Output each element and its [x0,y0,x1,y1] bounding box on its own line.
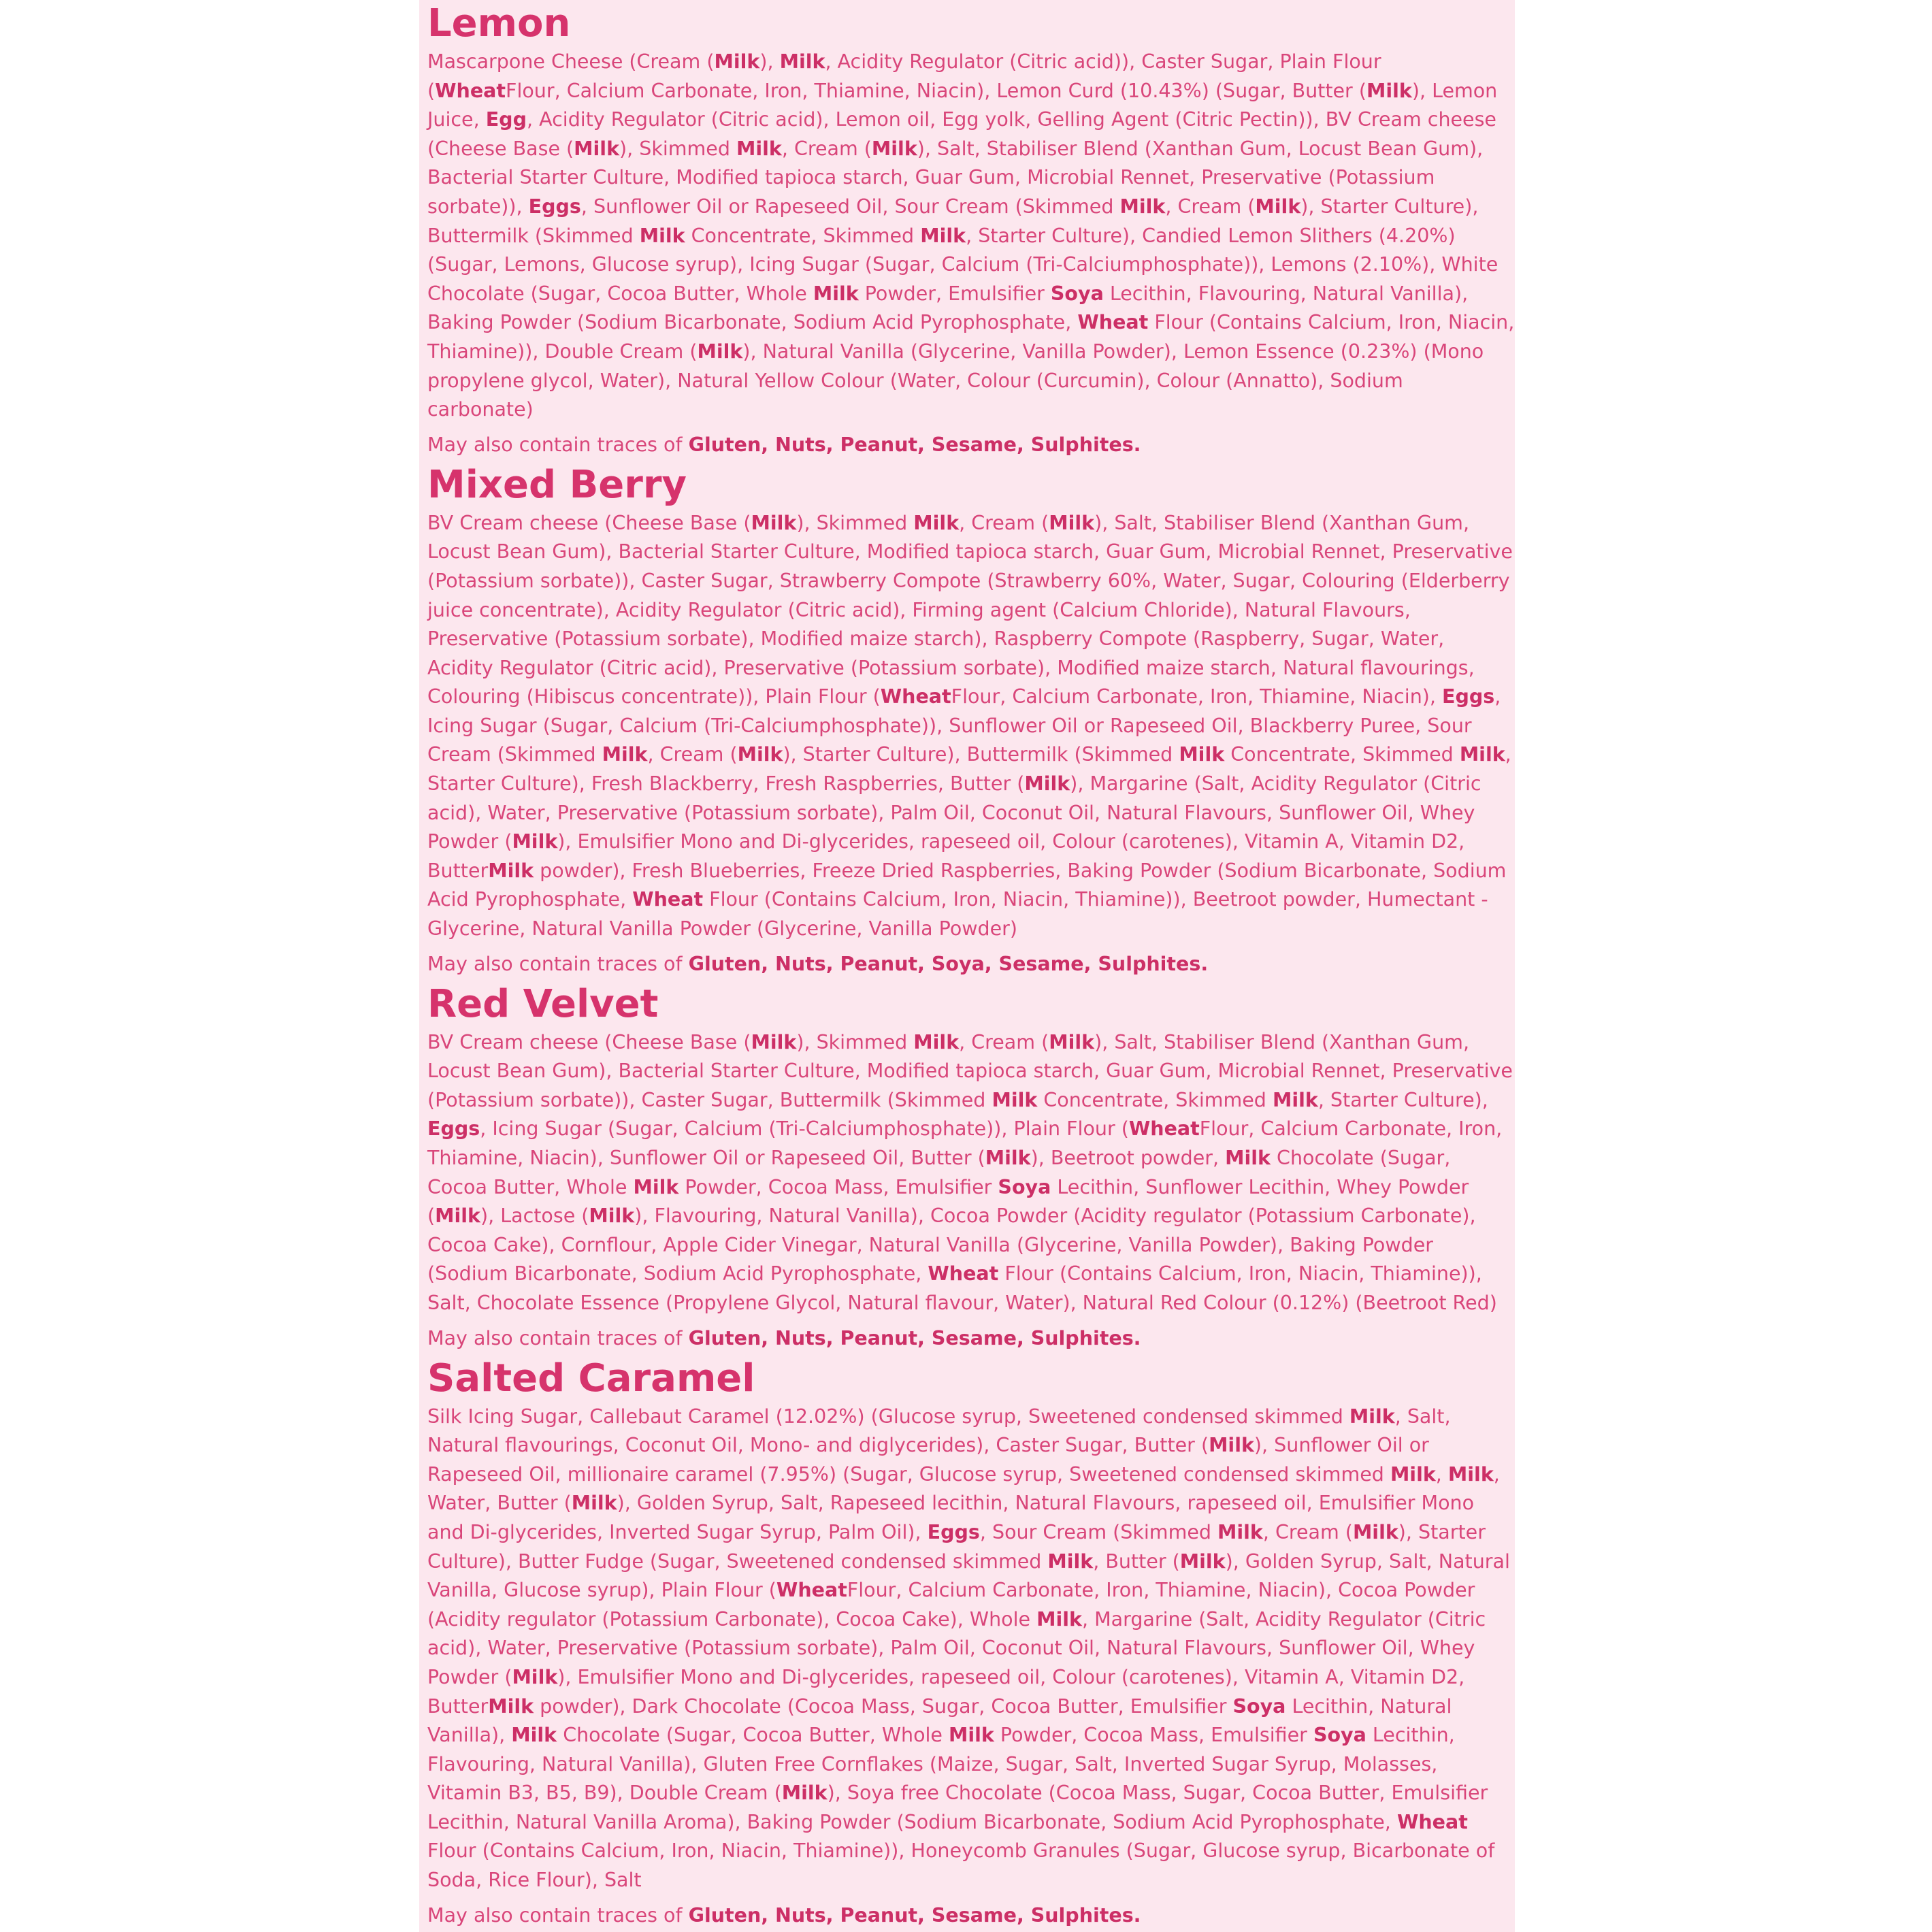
ingredients-list: Silk Icing Sugar, Callebaut Caramel (12.02%) (Glucose syrup, Sweetened condensed skimmed Milk, Salt, Natural flavourings, Coconut Oil, Mono- and diglycerides), Caster Sugar, Butter (Milk), Sunflower Oil or Rapeseed Oil, millionaire caramel (7.95%) (Sugar, Glucose syrup, Sweetened condensed skimmed Milk, Milk, Water, Butter (Milk), Golden Syrup, Salt, Rapeseed lecithin, Natural Flavours, rapeseed oil, Emulsifier Mono and Di-glycerides, Inverted Sugar Syrup, Palm Oil), Eggs, Sour Cream (Skimmed Milk, Cream (Milk), Starter Culture), Butter Fudge (Sugar, Sweetened condensed skimmed Milk, Butter (Milk), Golden Syrup, Salt, Natural Vanilla, Glucose syrup), Plain Flour (WheatFlour, Calcium Carbonate, Iron, Thiamine, Niacin), Cocoa Powder (Acidity regulator (Potassium Carbonate), Cocoa Cake), Whole Milk, Margarine (Salt, Acidity Regulator (Citric acid), Water, Preservative (Potassium sorbate), Palm Oil, Coconut Oil, Natural Flavours, Sunflower Oil, Whey Powder (Milk), Emulsifier Mono and Di-glycerides, rapeseed oil, Colour (carotenes), Vitamin A, Vitamin D2, ButterMilk powder), Dark Chocolate (Cocoa Mass, Sugar, Cocoa Butter, Emulsifier Soya Lecithin, Natural Vanilla), Milk Chocolate (Sugar, Cocoa Butter, Whole Milk Powder, Cocoa Mass, Emulsifier Soya Lecithin, Flavouring, Natural Vanilla), Gluten Free Cornflakes (Maize, Sugar, Salt, Inverted Sugar Syrup, Molasses, Vitamin B3, B5, B9), Double Cream (Milk), Soya free Chocolate (Cocoa Mass, Sugar, Cocoa Butter, Emulsifier Lecithin, Natural Vanilla Aroma), Baking Powder (Sodium Bicarbonate, Sodium Acid Pyrophosphate, Wheat Flour (Contains Calcium, Iron, Niacin, Thiamine)), Honeycomb Granules (Sugar, Glucose syrup, Bicarbonate of Soda, Rice Flour), Salt [427,1405,1510,1892]
allergen-highlight: Soya [1232,1694,1286,1718]
traces-allergens: Gluten, Nuts, Peanut, Sesame, Sulphites. [688,433,1141,456]
allergen-highlight: Milk [1049,1030,1095,1053]
allergen-highlight: Milk [949,1724,994,1747]
allergen-highlight: Milk [1447,1462,1494,1486]
allergen-highlight: Milk [913,511,960,534]
flavour-title: Salted Caramel [427,1356,755,1401]
flavour-section-lemon [427,0,1515,459]
traces-prefix: May also contain traces of [427,1903,689,1927]
allergen-traces [427,1902,1515,1929]
allergen-highlight: Milk [488,859,534,882]
allergen-highlight: Soya [1313,1724,1366,1747]
allergen-highlight: Eggs [528,195,581,218]
allergen-highlight: Milk [737,743,783,766]
allergen-highlight: Milk [781,1782,828,1805]
allergen-highlight: Milk [1024,772,1070,796]
traces-allergens: Gluten, Nuts, Peanut, Sesame, Sulphites. [688,1903,1141,1927]
allergen-traces [427,1325,1515,1352]
traces-prefix: May also contain traces of [427,1326,689,1349]
allergen-highlight: Milk [602,743,648,766]
allergen-highlight: Eggs [927,1520,980,1543]
ingredients-list: BV Cream cheese (Cheese Base (Milk), Skimmed Milk, Cream (Milk), Salt, Stabiliser Blend (Xanthan Gum, Locust Bean Gum), Bacterial Starter Culture, Modified tapioca starch, Guar Gum, Microbial Rennet, Preservative (Potassium sorbate)), Caster Sugar, Buttermilk (Skimmed Milk Concentrate, Skimmed Milk, Starter Culture), Eggs, Icing Sugar (Sugar, Calcium (Tri-Calciumphosphate)), Plain Flour (WheatFlour, Calcium Carbonate, Iron, Thiamine, Niacin), Sunflower Oil or Rapeseed Oil, Butter (Milk), Beetroot powder, Milk Chocolate (Sugar, Cocoa Butter, Whole Milk Powder, Cocoa Mass, Emulsifier Soya Lecithin, Sunflower Lecithin, Whey Powder (Milk), Lactose (Milk), Flavouring, Natural Vanilla), Cocoa Powder (Acidity regulator (Potassium Carbonate), Cocoa Cake), Cornflour, Apple Cider Vinegar, Natural Vanilla (Glycerine, Vanilla Powder), Baking Powder (Sodium Bicarbonate, Sodium Acid Pyrophosphate, Wheat Flour (Contains Calcium, Iron, Niacin, Thiamine)), Salt, Chocolate Essence (Propylene Glycol, Natural flavour, Water), Natural Red Colour (0.12%) (Beetroot Red) [427,1030,1513,1314]
allergen-highlight: Milk [813,282,859,305]
allergen-highlight: Milk [571,1492,617,1515]
allergen-highlight: Milk [1390,1462,1436,1486]
allergen-highlight: Milk [589,1205,635,1228]
allergen-highlight: Milk [714,50,760,73]
flavour-section-salted-caramel [427,1355,1515,1929]
allergen-highlight: Wheat [1396,1810,1468,1833]
flavour-title: Mixed Berry [427,462,687,507]
allergen-highlight: Milk [512,830,558,853]
allergen-highlight: Milk [736,137,782,160]
allergen-highlight: Milk [1049,511,1095,534]
allergen-highlight: Milk [779,50,825,73]
allergen-highlight: Eggs [427,1117,480,1141]
allergen-highlight: Soya [1050,282,1104,305]
traces-allergens: Gluten, Nuts, Peanut, Soya, Sesame, Sulphites. [688,952,1209,975]
flavour-title: Lemon [427,1,571,46]
traces-prefix: May also contain traces of [427,952,689,975]
allergen-highlight: Milk [1225,1147,1271,1169]
flavour-section-mixed-berry [427,461,1515,978]
allergen-highlight: Milk [1366,79,1412,102]
allergen-highlight: Milk [1459,743,1505,766]
allergen-highlight: Milk [1036,1607,1082,1631]
allergen-highlight: Milk [1209,1434,1254,1457]
allergen-highlight: Wheat [928,1262,999,1286]
allergen-highlight: Milk [512,1665,558,1688]
allergen-highlight: Milk [1349,1405,1395,1428]
allergen-highlight: Wheat [880,685,951,708]
allergen-highlight: Milk [1179,743,1225,766]
allergen-traces [427,431,1515,459]
allergen-highlight: Eggs [1442,685,1495,708]
allergen-highlight: Soya [998,1175,1051,1198]
allergen-highlight: Milk [639,224,685,247]
allergen-highlight: Milk [920,224,966,247]
allergen-highlight: Milk [488,1694,534,1718]
allergen-highlight: Wheat [776,1579,847,1602]
allergen-highlight: Milk [751,1030,797,1053]
allergen-highlight: Milk [1119,195,1166,218]
traces-prefix: May also contain traces of [427,433,689,456]
ingredients-panel [419,0,1515,1932]
allergen-highlight: Milk [1217,1520,1263,1543]
allergen-highlight: Milk [1047,1550,1094,1573]
ingredients-list: Mascarpone Cheese (Cream (Milk), Milk, Acidity Regulator (Citric acid)), Caster Sugar, Plain Flour (WheatFlour, Calcium Carbonate, Iron, Thiamine, Niacin), Lemon Curd (10.43%) (Sugar, Butter (Milk), Lemon Juice, Egg, Acidity Regulator (Citric acid), Lemon oil, Egg yolk, Gelling Agent (Citric Pectin)), BV Cream cheese (Cheese Base (Milk), Skimmed Milk, Cream (Milk), Salt, Stabiliser Blend (Xanthan Gum, Locust Bean Gum), Bacterial Starter Culture, Modified tapioca starch, Guar Gum, Microbial Rennet, Preservative (Potassium sorbate)), Eggs, Sunflower Oil or Rapeseed Oil, Sour Cream (Skimmed Milk, Cream (Milk), Starter Culture), Buttermilk (Skimmed Milk Concentrate, Skimmed Milk, Starter Culture), Candied Lemon Slithers (4.20%) (Sugar, Lemons, Glucose syrup), Icing Sugar (Sugar, Calcium (Tri-Calciumphosphate)), Lemons (2.10%), White Chocolate (Sugar, Cocoa Butter, Whole Milk Powder, Emulsifier Soya Lecithin, Flavouring, Natural Vanilla), Baking Powder (Sodium Bicarbonate, Sodium Acid Pyrophosphate, Wheat Flour (Contains Calcium, Iron, Niacin, Thiamine)), Double Cream (Milk), Natural Vanilla (Glycerine, Vanilla Powder), Lemon Essence (0.23%) (Mono propylene glycol, Water), Natural Yellow Colour (Water, Colour (Curcumin), Colour (Annatto), Sodium carbonate) [427,50,1515,421]
allergen-highlight: Wheat [435,79,506,102]
allergen-highlight: Milk [1272,1088,1318,1111]
allergen-highlight: Milk [1352,1520,1398,1543]
allergen-highlight: Milk [913,1030,960,1053]
allergen-highlight: Milk [435,1205,480,1228]
traces-allergens: Gluten, Nuts, Peanut, Sesame, Sulphites. [688,1326,1141,1349]
allergen-highlight: Milk [1179,1550,1226,1573]
allergen-highlight: Milk [985,1147,1031,1169]
allergen-highlight: Wheat [1077,311,1149,334]
allergen-highlight: Egg [485,108,527,131]
allergen-highlight: Milk [751,511,797,534]
allergen-highlight: Milk [697,340,743,363]
allergen-highlight: Milk [1255,195,1301,218]
allergen-highlight: Milk [633,1175,679,1198]
allergen-highlight: Milk [511,1724,557,1747]
allergen-highlight: Milk [574,137,620,160]
allergen-traces [427,951,1515,978]
flavour-title: Red Velvet [427,981,659,1026]
flavour-section-red-velvet [427,981,1515,1352]
ingredients-list: BV Cream cheese (Cheese Base (Milk), Skimmed Milk, Cream (Milk), Salt, Stabiliser Blend (Xanthan Gum, Locust Bean Gum), Bacterial Starter Culture, Modified tapioca starch, Guar Gum, Microbial Rennet, Preservative (Potassium sorbate)), Caster Sugar, Strawberry Compote (Strawberry 60%, Water, Sugar, Colouring (Elderberry juice concentrate), Acidity Regulator (Citric acid), Firming agent (Calcium Chloride), Natural Flavours, Preservative (Potassium sorbate), Modified maize starch), Raspberry Compote (Raspberry, Sugar, Water, Acidity Regulator (Citric acid), Preservative (Potassium sorbate), Modified maize starch, Natural flavourings, Colouring (Hibiscus concentrate)), Plain Flour (WheatFlour, Calcium Carbonate, Iron, Thiamine, Niacin), Eggs, Icing Sugar (Sugar, Calcium (Tri-Calciumphosphate)), Sunflower Oil or Rapeseed Oil, Blackberry Puree, Sour Cream (Skimmed Milk, Cream (Milk), Starter Culture), Buttermilk (Skimmed Milk Concentrate, Skimmed Milk, Starter Culture), Fresh Blackberry, Fresh Raspberries, Butter (Milk), Margarine (Salt, Acidity Regulator (Citric acid), Water, Preservative (Potassium sorbate), Palm Oil, Coconut Oil, Natural Flavours, Sunflower Oil, Whey Powder (Milk), Emulsifier Mono and Di-glycerides, rapeseed oil, Colour (carotenes), Vitamin A, Vitamin D2, ButterMilk powder), Fresh Blueberries, Freeze Dried Raspberries, Baking Powder (Sodium Bicarbonate, Sodium Acid Pyrophosphate, Wheat Flour (Contains Calcium, Iron, Niacin, Thiamine)), Beetroot powder, Humectant - Glycerine, Natural Vanilla Powder (Glycerine, Vanilla Powder) [427,511,1513,940]
allergen-highlight: Wheat [632,888,704,911]
allergen-highlight: Milk [992,1088,1038,1111]
allergen-highlight: Milk [871,137,917,160]
allergen-highlight: Wheat [1128,1117,1200,1141]
